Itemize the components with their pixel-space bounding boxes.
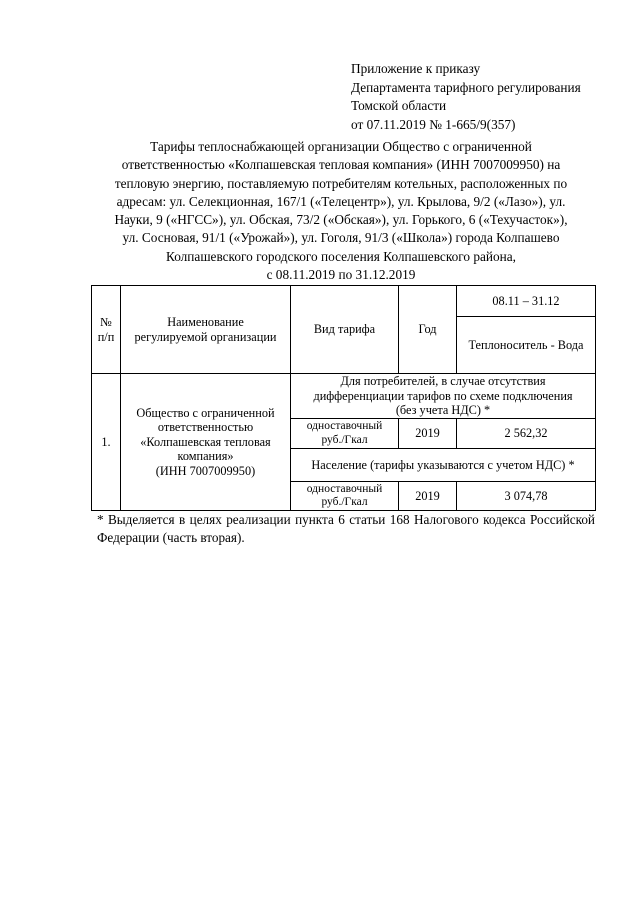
tariff-value-cell: 2 562,32 <box>457 419 596 449</box>
tariff-type-cell: одноставочный руб./Гкал <box>291 419 399 449</box>
year-cell: 2019 <box>399 419 457 449</box>
document-title <box>86 138 596 284</box>
header-period: 08.11 – 31.12 <box>457 286 596 317</box>
consumer-group-population: Население (тарифы указываются с учетом НДС) * <box>291 449 596 482</box>
title-line: ул. Сосновая, 91/1 («Урожай»), ул. Гоголя, 91/3 («Школа») города Колпашево <box>122 230 560 246</box>
consumer-group-general: Для потребителей, в случае отсутствия дифференциации тарифов по схеме подключения (без учета НДС) * <box>291 374 596 419</box>
tariff-table <box>91 285 596 511</box>
table-row <box>92 374 596 419</box>
appendix-order-number: от 07.11.2019 № 1-665/9(357) <box>351 116 516 132</box>
appendix-line: Томской области <box>351 98 447 113</box>
title-line: адресам: ул. Селекционная, 167/1 («Телецентр»), ул. Крылова, 9/2 («Лазо»), ул. <box>116 193 566 209</box>
header-number: № п/п <box>92 286 121 374</box>
title-period: с 08.11.2019 по 31.12.2019 <box>266 267 416 283</box>
header-year: Год <box>399 286 457 374</box>
title-line: тепловую энергию, поставляемую потребителям котельных, расположенных по <box>114 175 568 191</box>
header-heat-carrier: Теплоноситель - Вода <box>457 317 596 374</box>
table-header-row <box>92 286 596 317</box>
appendix-line: Департамента тарифного регулирования <box>351 79 581 95</box>
organization-name: Общество с ограниченной ответственностью «Колпашевская тепловая компания» (ИНН 7007009950) <box>121 374 291 511</box>
title-line: Колпашевского городского поселения Колпашевского района, <box>165 248 517 264</box>
title-line: Тарифы теплоснабжающей организации Общество с ограниченной <box>150 139 532 154</box>
footnote: * Выделяется в целях реализации пункта 6 статьи 168 Налогового кодекса Российской Федерации (часть вторая). <box>97 512 595 545</box>
tariff-type-cell: одноставочный руб./Гкал <box>291 482 399 511</box>
header-organization: Наименование регулируемой организации <box>121 286 291 374</box>
appendix-block <box>351 60 581 134</box>
title-line: ответственностью «Колпашевская тепловая компания» (ИНН 7007009950) на <box>121 157 561 173</box>
appendix-line: Приложение к приказу <box>351 61 481 76</box>
header-tariff-type: Вид тарифа <box>291 286 399 374</box>
row-number: 1. <box>92 374 121 511</box>
tariff-value-cell: 3 074,78 <box>457 482 596 511</box>
year-cell: 2019 <box>399 482 457 511</box>
title-line: Науки, 9 («НГСС»), ул. Обская, 73/2 («Обская»), ул. Горького, 6 («Техучасток»), <box>114 212 568 228</box>
